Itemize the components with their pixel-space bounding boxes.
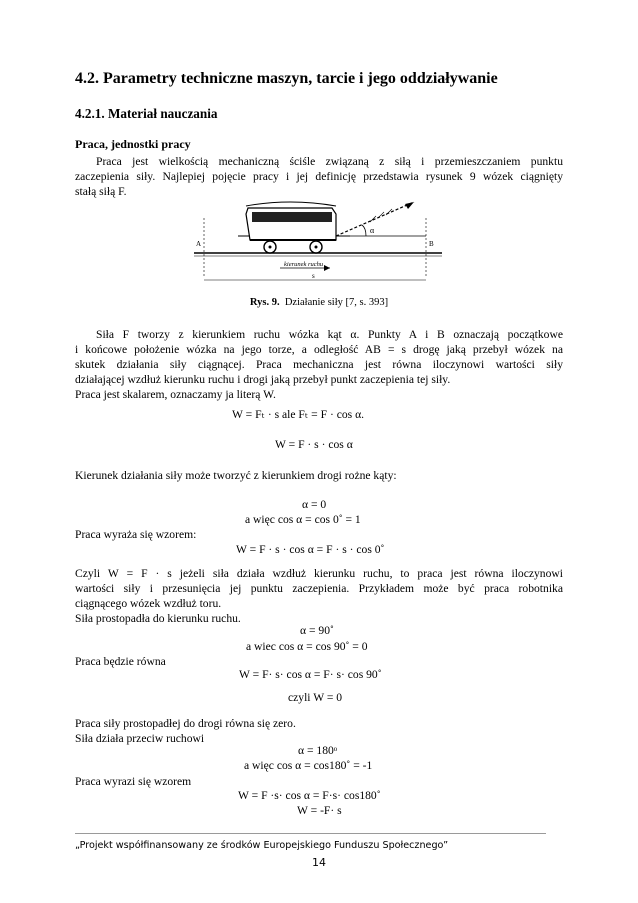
para1-line-3: skutek działania siły ciągnącej. Praca mechaniczna jest równa iloczynowi wartości siły: [75, 358, 563, 371]
caption-text: Działanie siły [7, s. 393]: [284, 297, 389, 308]
label-direction: kierunek ruchu: [284, 261, 324, 268]
para1-line-1: Siła F tworzy z kierunkiem ruchu wózka kąt α. Punkty A i B oznaczają początkowe: [96, 328, 563, 341]
label-a: A: [196, 240, 202, 248]
equation-1: W = Fₜ · s ale Fₜ = F · cos α.: [232, 408, 365, 421]
para3-line-2: Siła działa przeciw ruchowi: [75, 732, 205, 745]
label-alpha: α: [370, 226, 375, 235]
case3-result: W = -F· s: [297, 804, 342, 817]
para1-line-5: Praca jest skalarem, oznaczamy ja literą W.: [75, 388, 276, 401]
case1-alpha: α = 0: [302, 498, 327, 511]
para2-line-2: wartości siły i przesunięcia jej punktu zaczepienia. Przykładem może być praca robotnika: [75, 582, 563, 595]
case2-result: czyli W = 0: [288, 691, 343, 704]
page-title: 4.2. Parametry techniczne maszyn, tarcie i jego oddziaływanie: [75, 70, 498, 87]
case3-label: Praca wyrazi się wzorem: [75, 775, 192, 788]
case1-formula: W = F · s · cos α = F · s · cos 0˚: [236, 543, 385, 556]
figure-caption: [75, 297, 563, 308]
section-heading: Praca, jednostki pracy: [75, 137, 191, 151]
case3-cos: a więc cos α = cos180˚ = -1: [244, 759, 373, 772]
case1-label: Praca wyraża się wzorem:: [75, 528, 197, 541]
para2-line-1: Czyli W = F · s jeżeli siła działa wzdłuż kierunku ruchu, to praca jest równa iloczynowi: [75, 567, 563, 580]
caption-number: Rys. 9.: [249, 297, 280, 308]
equation-2: W = F · s · cos α: [275, 438, 353, 451]
case3-alpha: α = 180ᵒ: [298, 744, 338, 757]
case2-label: Praca będzie równa: [75, 655, 166, 668]
para3-line-1: Praca siły prostopadłej do drogi równa się zero.: [75, 717, 296, 730]
kierunek-line: Kierunek działania siły może tworzyć z kierunkiem drogi rożne kąty:: [75, 469, 397, 482]
footer-text: „Projekt współfinansowany ze środków Europejskiego Funduszu Społecznego”: [75, 840, 449, 851]
label-s: s: [312, 272, 315, 280]
case2-alpha: α = 90˚: [300, 624, 334, 637]
case3-formula: W = F ·s· cos α = F·s· cos180˚: [238, 789, 381, 802]
para2-line-4: Siła prostopadła do kierunku ruchu.: [75, 612, 241, 625]
case2-cos: a wiec cos α = cos 90˚ = 0: [246, 640, 368, 653]
page-number: 14: [312, 856, 326, 869]
footer-divider: [75, 833, 546, 834]
para1-line-4: działającej wzdłuż kierunku ruchu i drogi jaką przebył punkt zaczepienia tej siły.: [75, 373, 451, 386]
case1-cos: a więc cos α = cos 0˚ = 1: [245, 513, 361, 526]
intro-line-1: Praca jest wielkością mechaniczną ściśle związaną z siłą i przemieszczaniem punktu: [96, 155, 563, 168]
intro-line-2: zaczepienia siły. Najlepiej pojęcie pracy i jej definicję przedstawia rysunek 9 wózek ciągnięty: [75, 170, 563, 183]
subsection-title: 4.2.1. Materiał nauczania: [75, 106, 218, 121]
para2-line-3: ciągnącego wózek wzdłuż toru.: [75, 597, 222, 610]
intro-line-3: stałą siłą F.: [75, 185, 127, 198]
para1-line-2: i końcowe położenie wózka na jego torze, a odległość AB = s drogę jaką przebył wózek na: [75, 343, 563, 356]
label-b: B: [429, 240, 434, 248]
case2-formula: W = F· s· cos α = F· s· cos 90˚: [239, 668, 382, 681]
figure-wagon: [190, 196, 448, 288]
